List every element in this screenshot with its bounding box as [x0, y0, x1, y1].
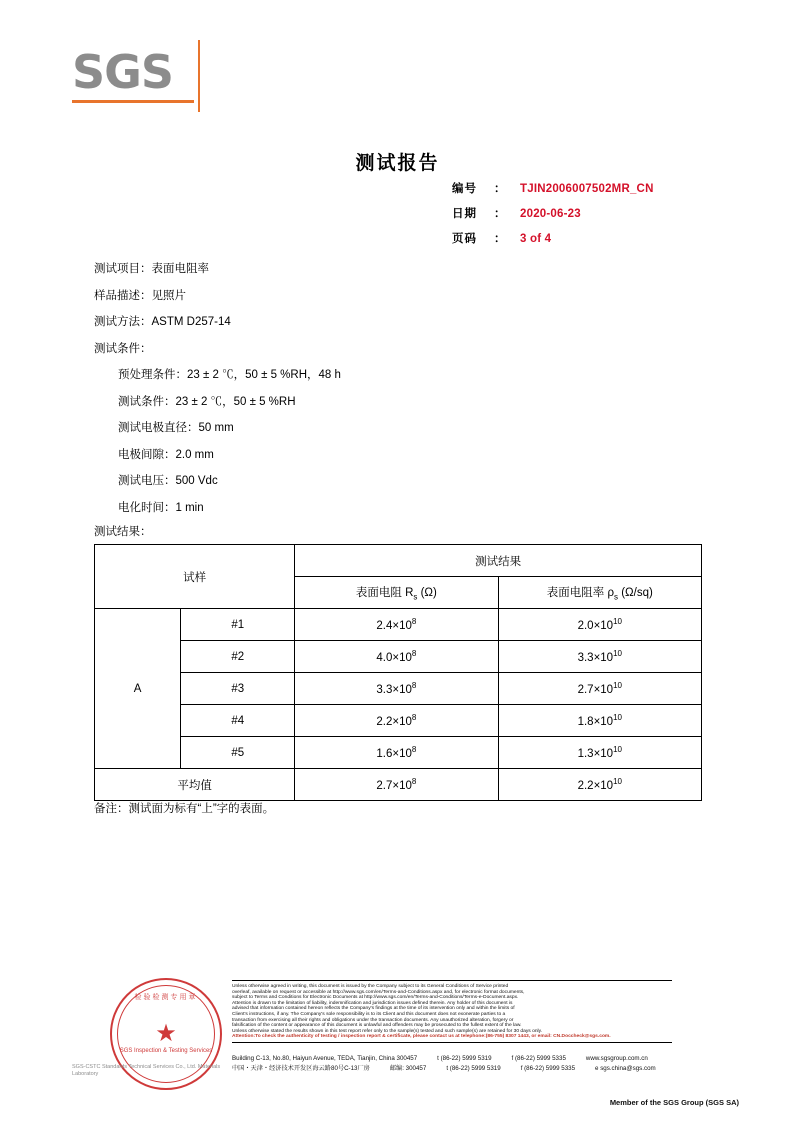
footer-web-en: www.sgsgroup.com.cn	[585, 1055, 648, 1062]
meta-label-page: 页码	[452, 233, 477, 245]
cell-rho-5-mantissa: 1.3×10	[577, 747, 614, 760]
legal-line-6: Client's instructions, if any. The Company's sole responsibility is to its Client and this document does not exonerate parties to a	[232, 1011, 506, 1017]
legal-line-4: Attention is drawn to the limitation of liability, indemnification and jurisdiction issues defined therein. Any holder of this document is	[232, 1000, 513, 1006]
footer-member-line: Member of the SGS Group (SGS SA)	[609, 1098, 739, 1107]
table-row-average	[95, 769, 702, 801]
cell-rho-4-mantissa: 1.8×10	[577, 715, 614, 728]
logo-underline	[72, 100, 194, 103]
cell-average-rs-mantissa: 2.7×10	[376, 779, 412, 792]
info-condition-electrode-gap: 电极间隙：2.0 mm	[118, 448, 214, 461]
header-sample: 试样	[95, 545, 295, 609]
cell-sample-3: #3	[181, 673, 295, 705]
cell-rs-3-exponent: 8	[411, 681, 417, 691]
footer-address-line-cn	[232, 1064, 692, 1074]
cell-rs-2	[295, 641, 498, 673]
legal-line-3: subject to Terms and Conditions for Electronic Documents at http://www.sgs.com/en/Terms-and-Conditions/Terms-e-Document.aspx.	[232, 995, 519, 1001]
info-condition-voltage: 测试电压：500 Vdc	[118, 475, 218, 487]
cell-average-label: 平均值	[95, 769, 295, 801]
meta-value-date: 2020-06-23	[520, 208, 581, 220]
cell-rs-1-mantissa: 2.4×10	[376, 619, 412, 632]
table-row	[95, 737, 702, 769]
cell-average-rho-exponent: 10	[613, 777, 622, 787]
cell-sample-4: #4	[181, 705, 295, 737]
results-table-wrap	[94, 544, 702, 801]
meta-colon-number: ：	[494, 183, 506, 195]
cell-average-rho	[498, 769, 701, 801]
cell-rho-2-exponent: 10	[613, 649, 622, 659]
footer-address-line-en	[232, 1054, 692, 1064]
cell-rho-1	[498, 609, 701, 641]
sgs-logo	[72, 45, 202, 103]
header-surface-resistivity	[498, 577, 701, 609]
legal-line-2: overleaf, available on request or accessible at http://www.sgs.com/en/Terms-and-Conditions.aspx and, for electronic format documents,	[232, 989, 525, 995]
meta-colon-page: ：	[494, 233, 506, 245]
footer-fax-en: f (86-22) 5999 5335	[511, 1055, 566, 1062]
footer-address-block	[232, 1054, 692, 1074]
results-label: 测试结果：	[94, 526, 152, 538]
cell-rho-4	[498, 705, 701, 737]
info-condition-electrification-time: 电化时间：1 min	[118, 501, 204, 514]
meta-colon-date: ：	[494, 208, 506, 220]
table-note: 备注：测试面为标有“上”字的表面。	[94, 803, 275, 815]
meta-row-date	[452, 205, 654, 221]
footer-phone-en: t (86-22) 5999 5319	[437, 1055, 492, 1062]
meta-value-number: TJIN2006007502MR_CN	[520, 183, 654, 195]
table-row	[95, 641, 702, 673]
info-condition-electrode-diameter: 测试电极直径：50 mm	[118, 422, 234, 434]
star-icon: ★	[155, 1020, 177, 1047]
meta-row-number	[452, 180, 654, 196]
cell-sample-1: #1	[181, 609, 295, 641]
sgs-logo-text: SGS	[72, 45, 174, 99]
header-rho-post: (Ω/sq)	[618, 586, 653, 599]
table-header-row-1	[95, 545, 702, 577]
cell-average-rs	[295, 769, 498, 801]
cell-rho-1-exponent: 10	[613, 617, 622, 627]
info-test-method: 测试方法：ASTM D257-14	[94, 316, 231, 328]
cell-rs-1	[295, 609, 498, 641]
cell-sample-2: #2	[181, 641, 295, 673]
test-info-block	[94, 262, 714, 527]
cell-rho-5	[498, 737, 701, 769]
footer-phone-cn: t (86-22) 5999 5319	[446, 1065, 501, 1072]
footer-zip-cn: 邮编: 300457	[389, 1065, 427, 1072]
info-test-conditions-label: 测试条件：	[94, 342, 152, 355]
meta-label-date: 日期	[452, 208, 477, 220]
cell-rho-2-mantissa: 3.3×10	[577, 651, 614, 664]
cell-rho-3-exponent: 10	[613, 681, 622, 691]
cell-rs-5-exponent: 8	[411, 745, 417, 755]
footer-address-en: Building C-13, No.80, Haiyun Avenue, TEDA, Tianjin, China 300457	[232, 1055, 418, 1062]
cell-rs-4-mantissa: 2.2×10	[376, 715, 412, 728]
legal-line-5: advised that information contained hereon reflects the Company's findings at the time of its intervention only and within the limits of	[232, 1006, 515, 1012]
cell-rs-3	[295, 673, 498, 705]
header-rs-sub: s	[413, 592, 418, 602]
info-condition-preconditioning: 预处理条件：23 ± 2 ℃，50 ± 5 %RH，48 h	[118, 369, 341, 381]
cell-rs-1-exponent: 8	[411, 617, 417, 627]
info-test-item: 测试项目：表面电阻率	[94, 263, 209, 275]
cell-rs-4	[295, 705, 498, 737]
cell-rho-2	[498, 641, 701, 673]
stamp-side-text: SGS-CSTC Standards Technical Services Co., Ltd. Materials Laboratory	[72, 1064, 221, 1077]
cell-rs-3-mantissa: 3.3×10	[376, 683, 412, 696]
footer-web-cn: e sgs.china@sgs.com	[595, 1065, 656, 1072]
cell-rho-3-mantissa: 2.7×10	[577, 683, 614, 696]
header-surface-resistance	[295, 577, 498, 609]
legal-line-1: Unless otherwise agreed in writing, this document is issued by the Company subject to its General Conditions of Service printed	[232, 984, 509, 989]
stamp-inner-text: SGS Inspection & Testing Services	[119, 1048, 213, 1054]
cell-rho-5-exponent: 10	[613, 745, 622, 755]
cell-rs-4-exponent: 8	[411, 713, 417, 723]
group-label-a: A	[95, 609, 181, 769]
table-row	[95, 673, 702, 705]
cell-rs-2-exponent: 8	[411, 649, 417, 659]
cell-rho-3	[498, 673, 701, 705]
cell-rs-5	[295, 737, 498, 769]
stamp-arc-text: 检验检测专用章	[134, 994, 198, 1001]
legal-line-9: Unless otherwise stated the results shown in this test report refer only to the sample(s) tested and such sample(s) are retained for 30 days only.	[232, 1028, 543, 1034]
legal-terms	[232, 980, 672, 1043]
cell-sample-5: #5	[181, 737, 295, 769]
header-rho-sub: s	[614, 592, 618, 602]
legal-attention: Attention:To check the authenticity of testing / inspection report & certificate, please contact us at telephone:(86-755) 8307 1443, or email: CN.Doccheck@sgs.com.	[232, 1034, 611, 1040]
footer-fax-cn: f (86-22) 5999 5335	[520, 1065, 576, 1072]
cell-rho-4-exponent: 10	[613, 713, 622, 723]
footer-address-cn: 中国・天津・经济技术开发区海云路80号C-13厂房	[232, 1065, 370, 1072]
cell-rs-5-mantissa: 1.6×10	[376, 747, 412, 760]
page-footer	[0, 968, 795, 1124]
header-rho-pre: 表面电阻率 ρ	[546, 586, 614, 599]
legal-line-8: falsification of the content or appearance of this document is unlawful and offenders may be prosecuted to the fullest extent of the law.	[232, 1023, 522, 1029]
logo-vertical-rule	[198, 40, 200, 112]
cell-rho-1-mantissa: 2.0×10	[577, 619, 614, 632]
results-table	[94, 544, 702, 801]
cell-average-rs-exponent: 8	[411, 777, 417, 787]
report-meta	[452, 180, 654, 255]
legal-line-7: transaction from exercising all their rights and obligations under the transaction documents. Any unauthorized alteration, forgery or	[232, 1017, 514, 1023]
header-rs-pre: 表面电阻 R	[355, 586, 414, 599]
table-row	[95, 705, 702, 737]
info-sample-description: 样品描述：见照片	[94, 289, 186, 302]
meta-label-number: 编号	[452, 183, 477, 195]
header-results: 测试结果	[295, 545, 702, 577]
header-rs-post: (Ω)	[417, 586, 437, 599]
page-title: 测试报告	[355, 153, 440, 174]
table-row	[95, 609, 702, 641]
cell-average-rho-mantissa: 2.2×10	[577, 779, 614, 792]
meta-value-page: 3 of 4	[520, 233, 552, 245]
info-condition-test: 测试条件：23 ± 2 ℃，50 ± 5 %RH	[118, 395, 296, 408]
cell-rs-2-mantissa: 4.0×10	[376, 651, 412, 664]
meta-row-page	[452, 230, 654, 246]
